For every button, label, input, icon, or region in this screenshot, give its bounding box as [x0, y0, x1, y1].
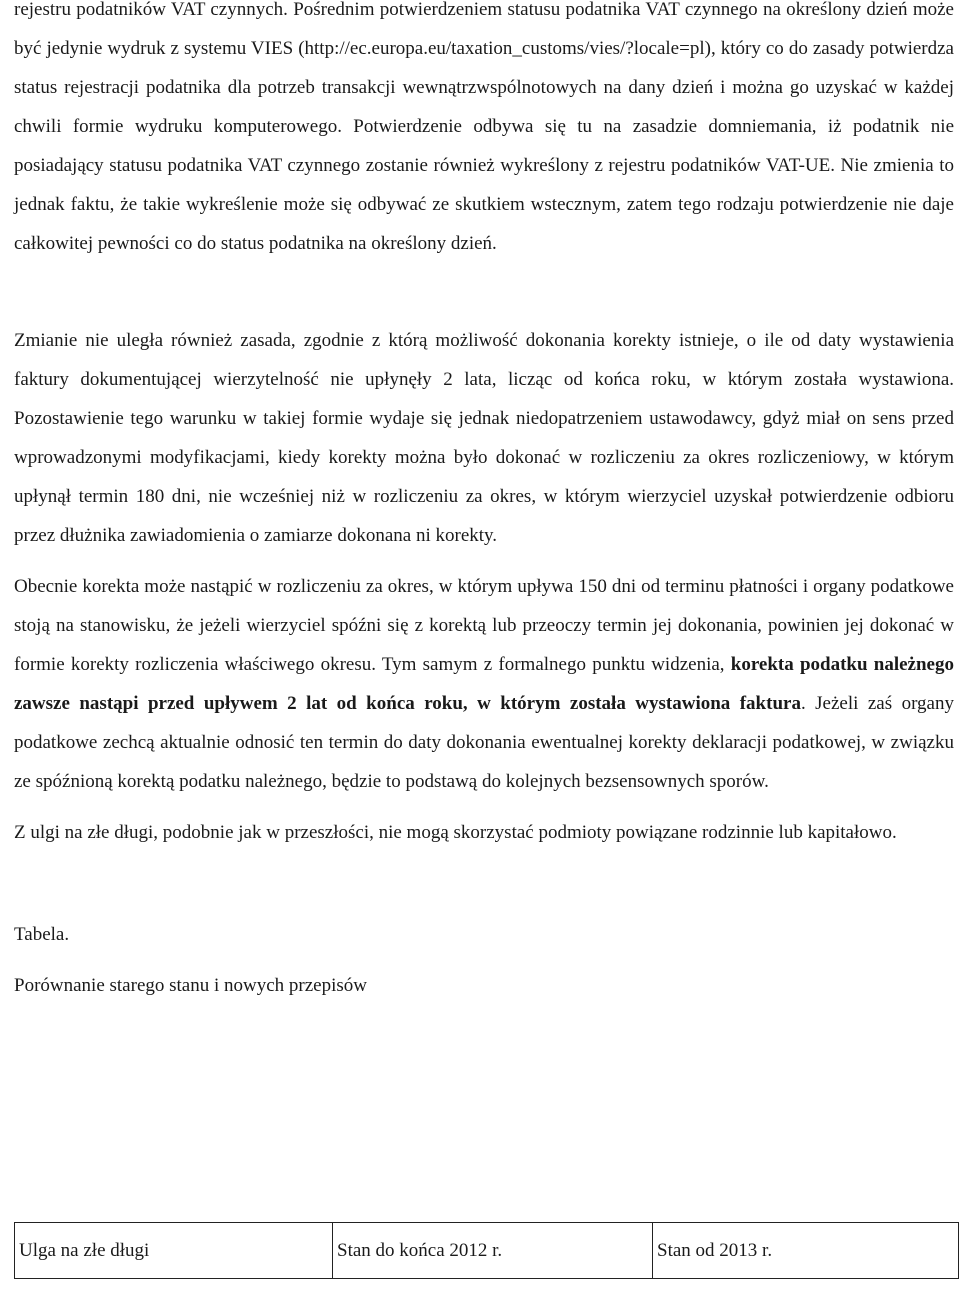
paragraph-two-year-rule: Zmianie nie uległa również zasada, zgodnie z którą możliwość dokonania korekty istnieje, o ile od daty wystawienia faktury dokumentującej wierzytelność nie upłynęły 2 lata, licząc od końca roku, w którym została wystawiona. Pozostawienie tego warunku w takiej formie wydaje się jednak niedopatrzeniem ustawodawcy, gdyż miał on sens przed wprowadzonymi modyfikacjami, kiedy korekty można było dokonać w rozliczeniu za okres rozliczeniowy, w którym upłynął termin 180 dni, nie wcześniej niż w rozliczeniu za okres, w którym wierzyciel uzyskał potwierdzenie odbioru przez dłużnika zawiadomienia o zamiarze dokonana ni korekty. [14, 330, 954, 546]
table-header-cell: Stan od 2013 r. [653, 1223, 959, 1279]
table-header-cell: Stan do końca 2012 r. [333, 1223, 653, 1279]
table-label: Tabela. [14, 924, 70, 945]
paragraph-text: Obecnie korekta może nastąpić w rozliczeniu za okres, w którym upływa 150 dni od terminu płatności i organy podatkowe stoją na stanowisku, że jeżeli wierzyciel spóźni się z korektą lub przeoczy termin jej dokonania, powinien jej dokonać w formie korekty rozliczenia właściwego okresu. Tym samym z formalnego punktu widzenia, [14, 576, 954, 675]
paragraph-related-entities: Z ulgi na złe długi, podobnie jak w przeszłości, nie mogą skorzystać podmioty powiązane rodzinnie lub kapitałowo. [14, 822, 897, 843]
comparison-table [14, 1222, 959, 1279]
bold-emphasis: korekta podatku należnego zawsze nastąpi przed upływem 2 lat od końca roku, w którym została wystawiona faktura [14, 654, 954, 714]
table-header-row [15, 1223, 959, 1279]
paragraph-vies-confirmation: rejestru podatników VAT czynnych. Pośrednim potwierdzeniem statusu podatnika VAT czynnego na określony dzień może być jedynie wydruk z systemu VIES (http://ec.europa.eu/taxation_customs/vies/?locale=pl), który co do zasady potwierdza status rejestracji podatnika dla potrzeb transakcji wewnątrzwspólnotowych na dany dzień i można go uzyskać w każdej chwili formie wydruku komputerowego. Potwierdzenie odbywa się tu na zasadzie domniemania, iż podatnik nie posiadający statusu podatnika VAT czynnego zostanie również wykreślony z rejestru podatników VAT-UE. Nie zmienia to jednak faktu, że takie wykreślenie może się odbywać ze skutkiem wstecznym, zatem tego rodzaju potwierdzenie nie daje całkowitej pewności co do status podatnika na określony dzień. [14, 0, 954, 254]
document-body [14, 0, 954, 1261]
table-title: Porównanie starego stanu i nowych przepisów [14, 975, 368, 996]
table-header-cell: Ulga na złe długi [15, 1223, 333, 1279]
paragraph-correction-150-days [14, 567, 954, 801]
paragraph-text: . Jeżeli zaś organy podatkowe zechcą aktualnie odnosić ten termin do daty dokonania ewentualnej korekty deklaracji podatkowej, w związku ze spóźnioną korektą podatku należnego, będzie to podstawą do kolejnych bezsensownych sporów. [14, 693, 954, 792]
